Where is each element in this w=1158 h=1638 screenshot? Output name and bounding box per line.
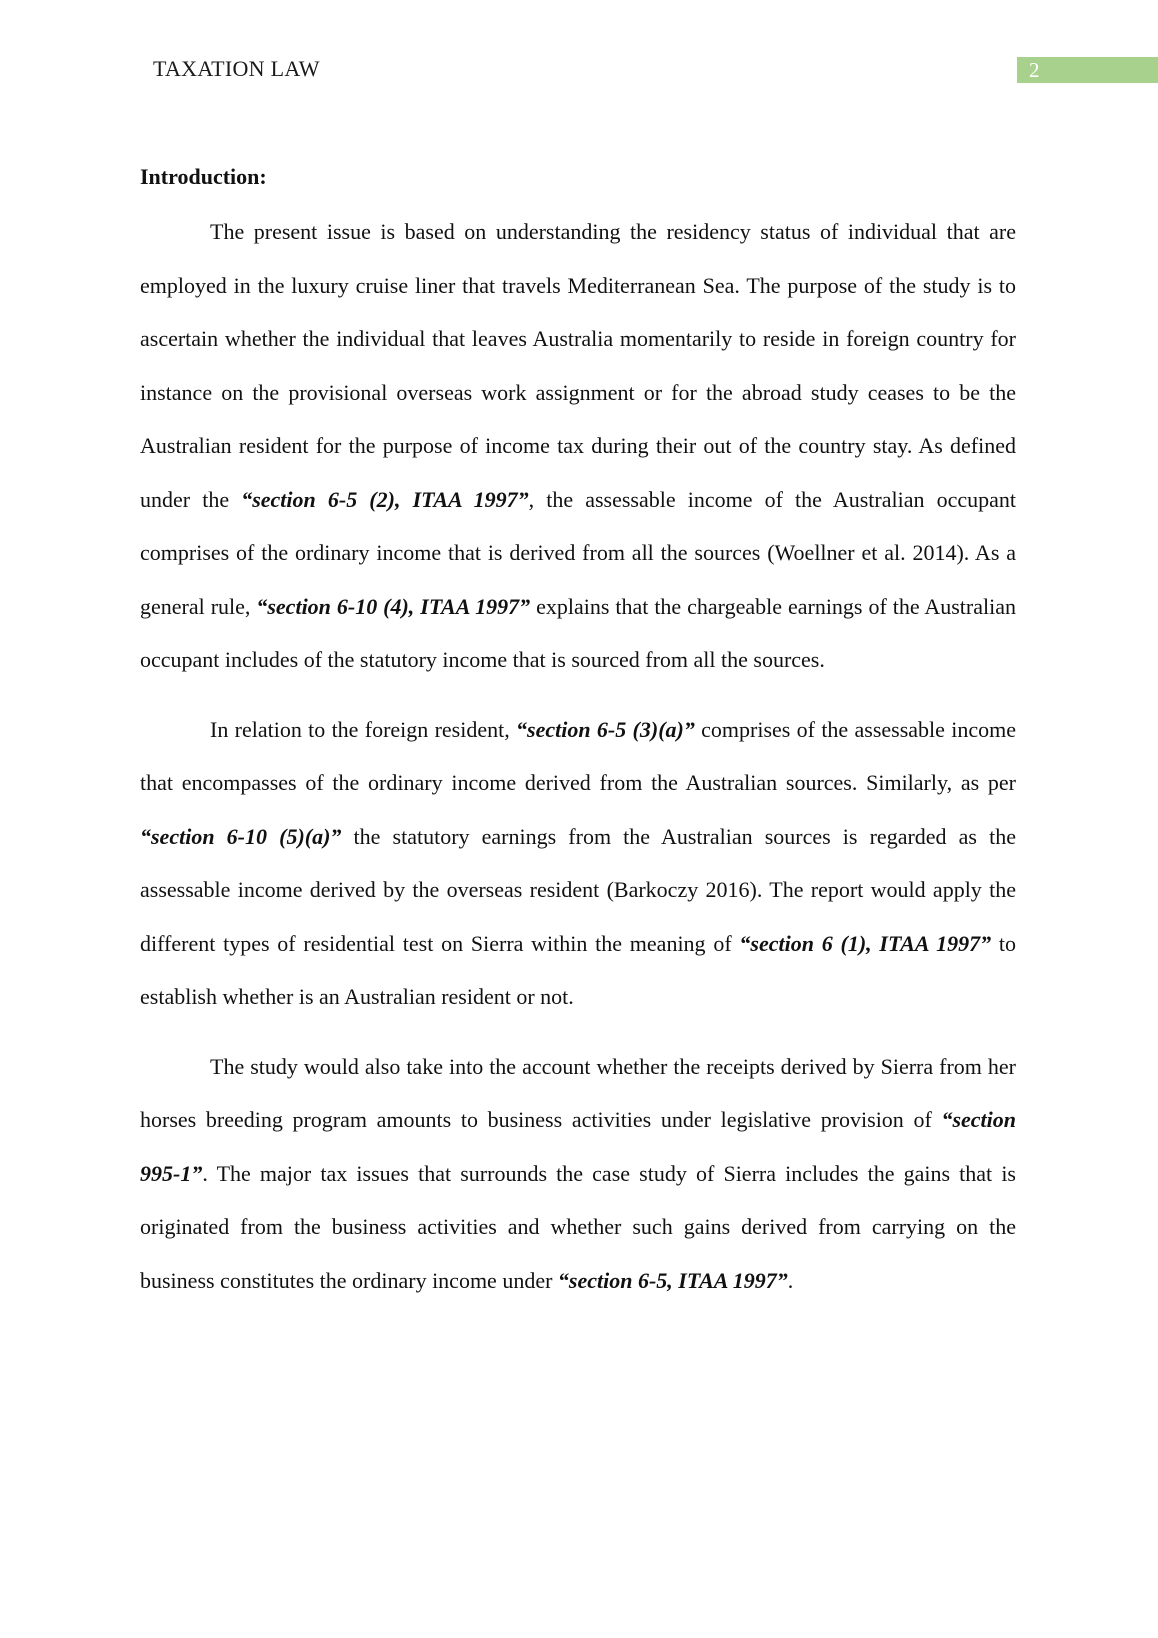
paragraph-2 bbox=[140, 703, 1016, 1024]
paragraph-3-text-1: The study would also take into the account whether the receipts derived by Sierra from her horses breeding program amounts to business activities under legislative provision of bbox=[140, 1053, 1016, 1132]
paragraph-2-text-3: the statutory earnings from the Australian sources is regarded as the assessable income derived by the overseas resident (Barkoczy 2016). The report would apply the different types of residential test on Sierra within the meaning of bbox=[140, 823, 1016, 956]
paragraph-1 bbox=[140, 205, 1016, 687]
citation-section-6-10-4: “section 6-10 (4), ITAA 1997” bbox=[256, 593, 531, 619]
citation-section-6-5: “section 6-5, ITAA 1997” bbox=[557, 1267, 788, 1293]
paragraph-1-text-1: The present issue is based on understanding the residency status of individual that are employed in the luxury cruise liner that travels Mediterranean Sea. The purpose of the study is to ascertain whether the individual that leaves Australia momentarily to reside in foreign country for instance on the provisional overseas work assignment or for the abroad study ceases to be the Australian resident for the purpose of income tax during their out of the country stay. As defined under the bbox=[140, 219, 1016, 512]
section-heading-introduction: Introduction: bbox=[140, 164, 267, 189]
paragraph-2-text-2: comprises of the assessable income that encompasses of the ordinary income derived from the Australian sources. Similarly, as per bbox=[140, 716, 1016, 795]
paragraph-2-text-4: to establish whether is an Australian resident or not. bbox=[140, 930, 1016, 1009]
page-number-badge: 2 bbox=[1017, 57, 1158, 83]
citation-section-6-5-2: “section 6-5 (2), ITAA 1997” bbox=[241, 486, 529, 512]
document-body bbox=[140, 160, 1016, 1323]
running-header-title: TAXATION LAW bbox=[153, 56, 320, 81]
citation-section-6-10-5a: “section 6-10 (5)(a)” bbox=[140, 823, 342, 849]
citation-section-6-1: “section 6 (1), ITAA 1997” bbox=[739, 930, 992, 956]
paragraph-1-text-3: explains that the chargeable earnings of the Australian occupant includes of the statutory income that is sourced from all the sources. bbox=[140, 593, 1016, 672]
paragraph-1-text-2: , the assessable income of the Australian occupant comprises of the ordinary income that is derived from all the sources (Woellner et al. 2014). As a general rule, bbox=[140, 486, 1016, 619]
paragraph-3-text-3: . bbox=[787, 1267, 794, 1293]
paragraph-3 bbox=[140, 1040, 1016, 1308]
citation-section-995-1: “section 995-1” bbox=[140, 1107, 1016, 1186]
paragraph-2-text-1: In relation to the foreign resident, bbox=[210, 716, 517, 742]
paragraph-3-text-2: . The major tax issues that surrounds the case study of Sierra includes the gains that is originated from the business activities and whether such gains derived from carrying on the business constitutes the ordinary income under bbox=[140, 1160, 1016, 1293]
citation-section-6-5-3a: “section 6-5 (3)(a)” bbox=[516, 716, 695, 742]
